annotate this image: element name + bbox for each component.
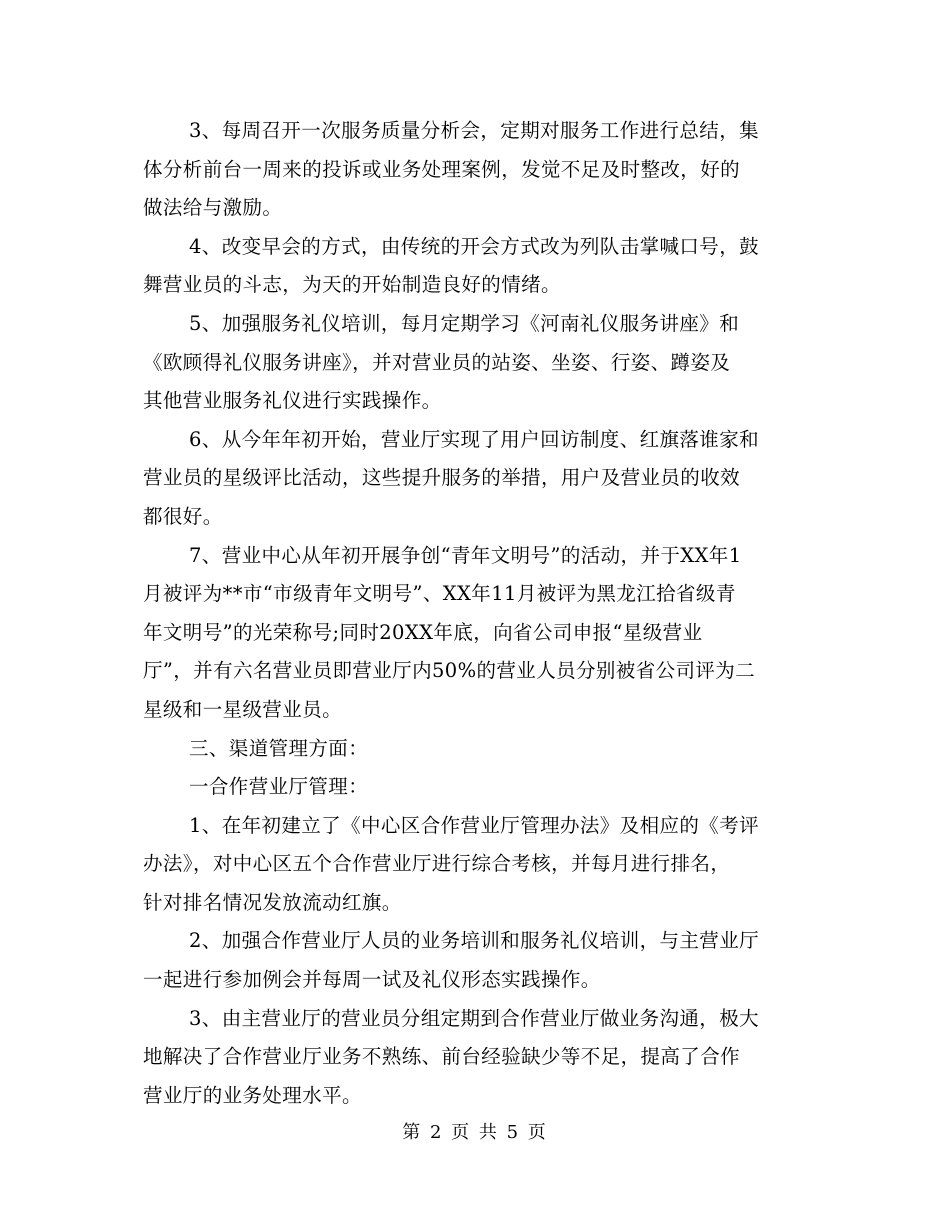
text-line: 针对排名情况发放流动红旗。	[143, 890, 402, 914]
text-line: 体分析前台一周来的投诉或业务处理案例，发觉不足及时整改，好的	[143, 157, 741, 181]
text-line: 地解决了合作营业厅业务不熟练、前台经验缺少等不足，提高了合作	[143, 1045, 741, 1069]
text-line: 做法给与激励。	[143, 196, 283, 220]
text-line: 2、加强合作营业厅人员的业务培训和服务礼仪培训，与主营业厅	[189, 929, 760, 953]
text-line: 6、从今年年初开始，营业厅实现了用户回访制度、红旗落谁家和	[189, 427, 760, 451]
text-line: 营业员的星级评比活动，这些提升服务的举措，用户及营业员的收效	[143, 466, 741, 490]
text-line: 1、在年初建立了《中心区合作营业厅管理办法》及相应的《考评	[189, 813, 760, 837]
subsection-heading-partner-halls	[143, 768, 813, 807]
text-line: 月被评为**市“市级青年文明号”、XX年11月被评为黑龙江拾省级青	[143, 582, 736, 606]
subsection-heading: 一合作营业厅管理：	[189, 775, 369, 799]
paragraph-customer-followup	[143, 421, 813, 537]
section-heading-channel-management	[143, 730, 813, 769]
text-line: 3、每周召开一次服务质量分析会，定期对服务工作进行总结，集	[189, 119, 760, 142]
text-line: 3、由主营业厅的营业员分组定期到合作营业厅做业务沟通，极大	[189, 1006, 760, 1030]
section-heading: 三、渠道管理方面：	[189, 736, 369, 760]
text-line: 4、改变早会的方式，由传统的开会方式改为列队击掌喊口号，鼓	[189, 234, 760, 258]
text-line: 办法》，对中心区五个合作营业厅进行综合考核，并每月进行排名，	[143, 852, 731, 876]
paragraph-business-communication	[143, 1000, 813, 1116]
text-line: 舞营业员的斗志，为天的开始制造良好的情绪。	[143, 273, 561, 297]
text-line: 7、营业中心从年初开展争创“青年文明号”的活动，并于XX年1	[189, 543, 742, 567]
paragraph-service-analysis	[143, 112, 813, 228]
text-line: 厅”，并有六名营业员即营业厅内50%的营业人员分别被省公司评为二	[143, 659, 756, 683]
paragraph-management-rules	[143, 807, 813, 923]
text-line: 年文明号”的光荣称号;同时20XX年底，向省公司申报“星级营业	[143, 620, 703, 644]
paragraph-morning-meeting	[143, 228, 813, 305]
text-line: 《欧顾得礼仪服务讲座》，并对营业员的站姿、坐姿、行姿、蹲姿及	[143, 350, 731, 374]
text-line: 其他营业服务礼仪进行实践操作。	[143, 389, 442, 413]
text-line: 营业厅的业务处理水平。	[143, 1083, 362, 1107]
text-line: 都很好。	[143, 504, 223, 528]
text-line: 一起进行参加例会并每周一试及礼仪形态实践操作。	[143, 968, 601, 992]
paragraph-youth-civilization	[143, 537, 813, 730]
text-line: 星级和一星级营业员。	[143, 697, 343, 721]
paragraph-partner-training	[143, 922, 813, 999]
text-line: 5、加强服务礼仪培训，每月定期学习《河南礼仪服务讲座》和	[189, 311, 740, 335]
document-body	[143, 112, 813, 1115]
paragraph-etiquette-training	[143, 305, 813, 421]
page-number-footer: 第 2 页 共 5 页	[402, 1122, 548, 1143]
